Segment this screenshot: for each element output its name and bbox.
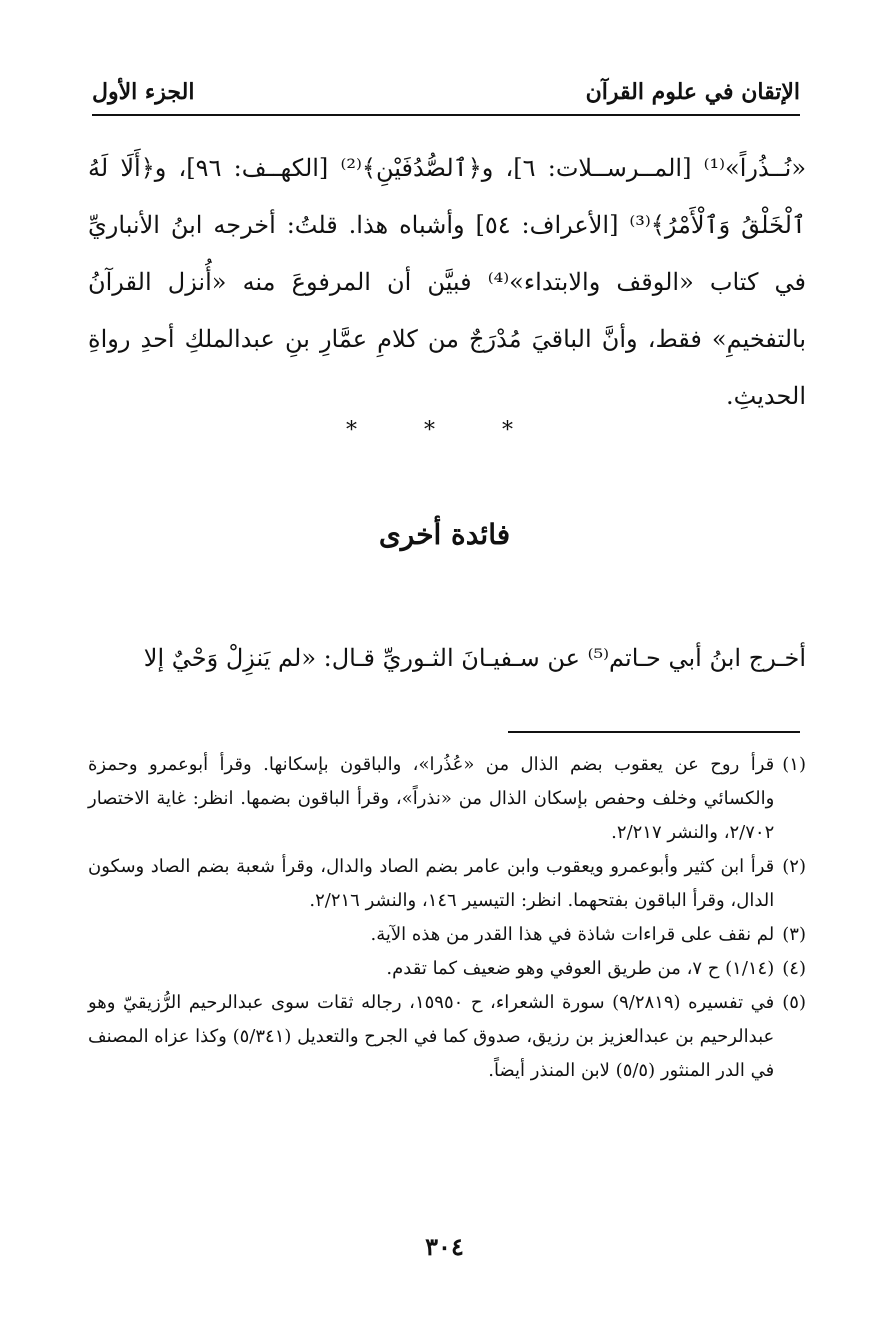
footnote-item bbox=[88, 918, 806, 952]
footnote-item bbox=[88, 986, 806, 1088]
running-header bbox=[92, 70, 800, 116]
footnote-number: (٤) bbox=[782, 958, 806, 979]
section-separator: * * * bbox=[346, 418, 543, 443]
footnote-text: (١/١٤) ح ٧، من طريق العوفي وهو ضعيف كما تقدم. bbox=[386, 958, 775, 979]
footnote-text: لم نقف على قراءات شاذة في هذا القدر من هذه الآية. bbox=[370, 924, 775, 945]
footnote-divider bbox=[508, 731, 800, 733]
footnote-text: في تفسيره (٩/٢٨١٩) سورة الشعراء، ح ١٥٩٥٠، رجاله ثقات سوى عبدالرحيم الرُّزيقيّ وهو عبدالرحيم بن عبدالعزيز بن رزيق، صدوق كما في الجرح والتعديل (٥/٣٤١) وكذا عزاه المصنف في الدر المنثور (٥/٥) لابن المنذر أيضاً. bbox=[88, 992, 775, 1081]
page-number: ٣٠٤ bbox=[425, 1232, 464, 1261]
section-lead-paragraph: أخـرج ابنُ أبي حـاتم⁽⁵⁾ عن سـفيـانَ الثـوريِّ قـال: «لم يَنزِلْ وَحْيٌ إلا bbox=[143, 644, 806, 672]
section-title: فائدة أخرى bbox=[378, 518, 511, 551]
footnotes bbox=[88, 748, 806, 1088]
book-title: الإتقان في علوم القرآن bbox=[585, 79, 800, 105]
footnote-number: (٣) bbox=[782, 924, 806, 945]
footnote-item bbox=[88, 850, 806, 918]
body-paragraph: «نُــذُراً»⁽¹⁾ [المــرســلات: ٦]، و﴿ٱلصُّدُفَيْنِ﴾⁽²⁾ [الكهــف: ٩٦]، و﴿أَلَا لَهُ ٱلْخَلْقُ وَٱلْأَمْرُ﴾⁽³⁾ [الأعراف: ٥٤] وأشباه هذا. قلتُ: أخرجه ابنُ الأنباريِّ في كتاب «الوقف والابتداء»⁽⁴⁾ فبيَّن أن المرفوعَ منه «أُنزل القرآنُ بالتفخيمِ» فقط، وأنَّ الباقيَ مُدْرَجٌ من كلامِ عمَّارِ بنِ عبدالملكِ أحدِ رواةِ الحديثِ. bbox=[88, 154, 807, 410]
footnote-number: (٥) bbox=[782, 992, 806, 1013]
footnote-text: قرأ ابن كثير وأبوعمرو ويعقوب وابن عامر بضم الصاد والدال، وقرأ شعبة بضم الصاد وسكون الدال، وقرأ الباقون بفتحهما. انظر: التيسير ١٤٦، والنشر ٢/٢١٦. bbox=[88, 856, 775, 911]
footnote-item bbox=[88, 748, 806, 850]
footnote-item bbox=[88, 952, 806, 986]
footnote-number: (٢) bbox=[782, 856, 806, 877]
footnote-number: (١) bbox=[782, 754, 806, 775]
main-text bbox=[88, 140, 806, 425]
volume-label: الجزء الأول bbox=[92, 79, 195, 105]
footnote-text: قرأ روح عن يعقوب بضم الذال من «عُذُرا»، والباقون بإسكانها. وقرأ أبوعمرو وحمزة والكسائي وخلف وحفص بإسكان الذال من «نذراً»، وقرأ الباقون بضمها. انظر: غاية الاختصار ٢/٧٠٢، والنشر ٢/٢١٧. bbox=[88, 754, 775, 843]
